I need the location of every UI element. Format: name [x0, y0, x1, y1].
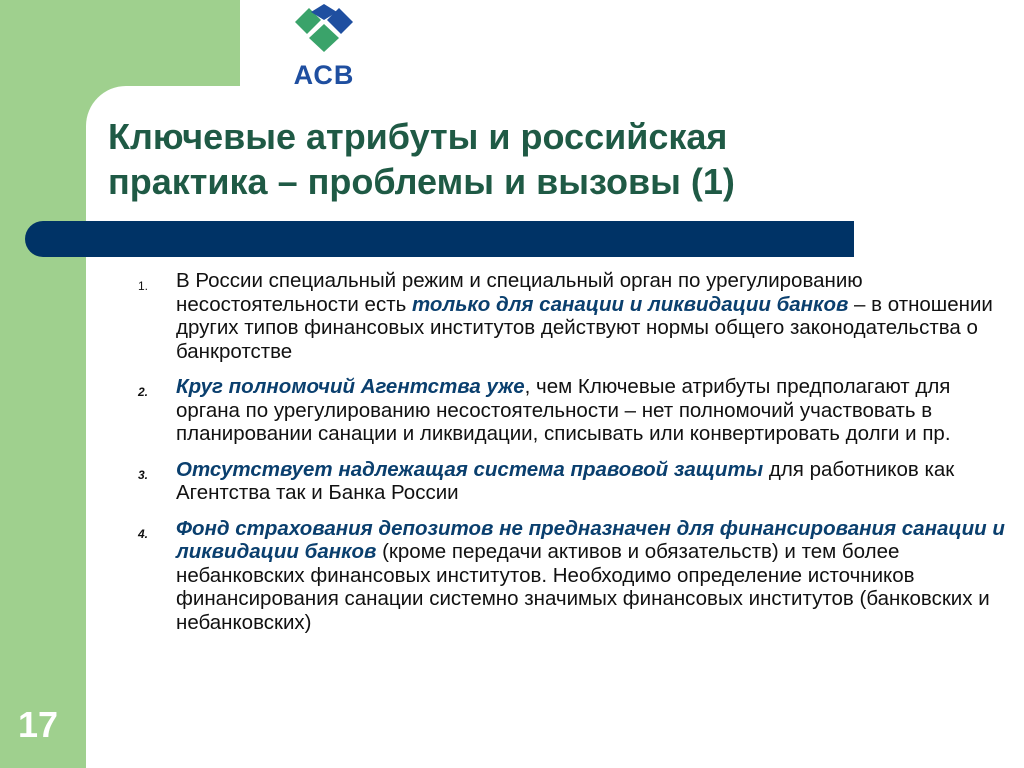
item-number: 1.	[138, 279, 149, 293]
page-number: 17	[18, 704, 59, 745]
item-text-post: (кроме передачи активов и обязательств) и тем более небанковских финансовых институтов. Необходимо определение источников финансирования санации системно значимых финансовых институтов (банковских и небанковских)	[176, 540, 990, 634]
item-text-emphasis: Отсутствует надлежащая система правовой защиты	[176, 457, 764, 481]
item-text	[176, 375, 1008, 446]
item-text-post: – в отношении других типов финансовых институтов действуют нормы общего законодательства о банкротстве	[176, 292, 993, 363]
title-line-1: Ключевые атрибуты и российская	[108, 116, 728, 157]
item-text	[176, 269, 1008, 363]
item-text-emphasis: только для санации и ликвидации банков	[411, 292, 849, 316]
item-text-emphasis: Круг полномочий Агентства уже	[176, 375, 525, 398]
list-item	[138, 458, 1008, 505]
item-number: 3.	[138, 467, 149, 482]
title-line-2: практика – проблемы и вызовы (1)	[108, 161, 735, 202]
title-divider-bar	[25, 221, 854, 257]
logo-icon	[289, 2, 359, 60]
asv-logo	[289, 2, 359, 90]
item-text-post: для работников как Агентства так и Банка России	[176, 457, 955, 504]
item-text-post: , чем Ключевые атрибуты предполагают для органа по урегулированию несостоятельности – нет полномочий участвовать в планировании санации и ликвидации, списывать или конвертировать долги и пр.	[176, 375, 951, 445]
item-text	[176, 458, 1008, 505]
list-item	[138, 375, 1008, 446]
item-number: 4.	[138, 526, 149, 541]
list-item	[138, 269, 1008, 363]
problems-list	[138, 269, 1008, 646]
slide-title	[108, 114, 828, 204]
item-text	[176, 517, 1008, 635]
logo-text: АСВ	[293, 60, 355, 90]
item-text-emphasis: Фонд страхования депозитов не предназначен для финансирования санации и ликвидации банков	[176, 516, 1005, 563]
list-item	[138, 517, 1008, 635]
item-number: 2.	[138, 385, 149, 399]
item-text-pre: В России специальный режим и специальный орган по урегулированию несостоятельности есть	[176, 269, 863, 316]
